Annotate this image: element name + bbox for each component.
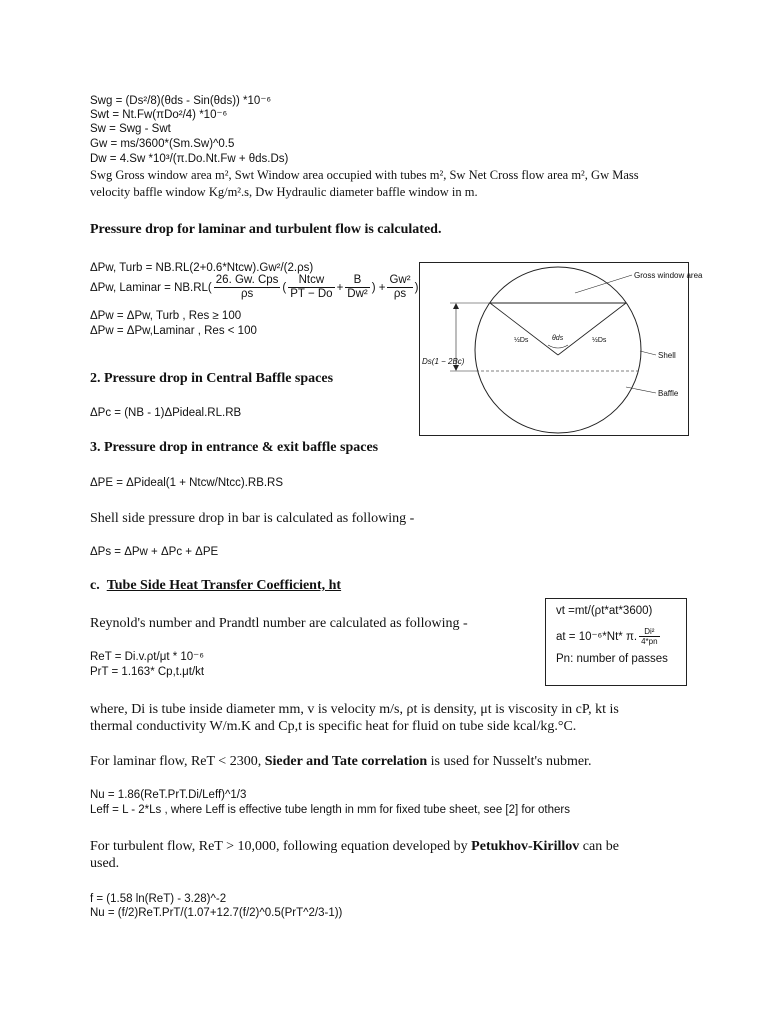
frac-3: [345, 274, 369, 301]
eq-leff: Leff = L - 2*Ls , where Leff is effective tube length in mm for fixed tube sheet, see [2] for others: [90, 804, 570, 816]
frac-4: [387, 274, 412, 301]
eq-swt: Swt = Nt.Fw(πDo²/4) *10⁻⁶: [90, 109, 228, 121]
eq-gw: Gw = ms/3600*(Sm.Sw)^0.5: [90, 138, 235, 150]
frac-4-num: Gw²: [389, 274, 411, 287]
baffle-window-figure: [419, 262, 703, 436]
laminar-text: [90, 753, 591, 770]
eq-dpw-re1: ΔPw = ΔPw, Turb , Res ≥ 100: [90, 310, 242, 322]
label-half-ds-right: ½Ds: [592, 337, 607, 344]
eq-sw: Sw = Swg - Swt: [90, 123, 171, 135]
defs-description-1: Swg Gross window area m², Swt Window area occupied with tubes m², Sw Net Cross flow area m², Gw Mass: [90, 168, 639, 182]
turb-pre: For turbulent flow, ReT > 10,000, following equation developed by: [90, 839, 472, 854]
eq-nu-turbulent: Nu = (f/2)ReT.PrT/(1.07+12.7(f/2)^0.5(PrT^2/3-1)): [90, 907, 343, 919]
box-at: [556, 625, 662, 649]
heading-pressure-drop-flow: Pressure drop for laminar and turbulent flow is calculated.: [90, 222, 442, 237]
heading-tube-side-title: Tube Side Heat Transfer Coefficient, ht: [106, 578, 342, 593]
frac-2-den: PT − Do: [290, 288, 333, 301]
eq-dpe: ΔPE = ΔPideal(1 + Ntcw/Ntcc).RB.RS: [90, 477, 284, 489]
box-pn: Pn: number of passes: [556, 653, 668, 665]
where-line-1: where, Di is tube inside diameter mm, v is velocity m/s, ρt is density, μt is viscosity in cP, kt is: [90, 702, 619, 717]
eq-dpw-turb: ΔPw, Turb = NB.RL(2+0.6*Ntcw).Gw²/(2.ρs): [90, 262, 314, 274]
frac-1: [214, 274, 281, 301]
label-half-ds-left: ½Ds: [514, 337, 529, 344]
box-at-left: at = 10⁻⁶*Nt* π.: [556, 631, 638, 643]
box-at-num: Di²: [639, 627, 659, 637]
box-vt: vt =mt/(ρt*at*3600): [556, 605, 653, 617]
laminar-pre: For laminar flow, ReT < 2300,: [90, 754, 265, 769]
label-gross-window-area: Gross window area: [634, 271, 703, 280]
eq-dpc: ΔPc = (NB - 1)ΔPideal.RL.RB: [90, 407, 242, 419]
laminar-post: is used for Nusselt's nubmer.: [427, 754, 592, 769]
frac-2-num: Ntcw: [288, 274, 334, 288]
eq-f: f = (1.58 ln(ReT) - 3.28)^-2: [90, 893, 227, 905]
frac-3-den: Dw²: [347, 288, 368, 301]
heading-tube-side-prefix: c.: [90, 578, 100, 593]
frac-2: [288, 274, 334, 301]
heading-entrance-exit-baffle: 3. Pressure drop in entrance & exit baffle spaces: [90, 440, 379, 455]
frac-1-den: ρs: [240, 288, 254, 301]
petukhov-kirillov: Petukhov-Kirillov: [471, 839, 580, 854]
reynolds-text: Reynold's number and Prandtl number are calculated as following -: [90, 616, 468, 631]
label-theta-ds: θds: [552, 335, 564, 342]
shell-side-text: Shell side pressure drop in bar is calculated as following -: [90, 511, 415, 526]
eq-ret: ReT = Di.v.ρt/μt * 10⁻⁶: [90, 651, 204, 663]
eq-dpw-laminar-left: ΔPw, Laminar = NB.RL(: [90, 282, 212, 294]
frac-1-num: 26. Gw. Cps: [215, 274, 279, 287]
label-baffle: Baffle: [658, 389, 679, 398]
turbulent-text-2: used.: [90, 856, 120, 871]
box-at-frac: [639, 627, 659, 646]
frac-3-num: B: [345, 274, 369, 288]
label-shell: Shell: [658, 351, 676, 360]
label-ds-bc: Ds(1 − 2Bc): [422, 357, 465, 366]
defs-description-2: velocity baffle window Kg/m².s, Dw Hydraulic diameter baffle window in m.: [90, 185, 478, 199]
sieder-tate: Sieder and Tate correlation: [264, 754, 428, 769]
velocity-box: [545, 598, 687, 686]
eq-swg: Swg = (Ds²/8)(θds - Sin(θds)) *10⁻⁶: [90, 95, 272, 107]
frac-4-den: ρs: [393, 288, 407, 301]
turb-post: can be: [579, 839, 619, 854]
eq-prt: PrT = 1.163* Cp,t.μt/kt: [90, 666, 205, 678]
heading-tube-side: [90, 579, 341, 593]
where-line-2: thermal conductivity W/m.K and Cp,t is specific heat for fluid on tube side kcal/kg.°C.: [90, 719, 577, 734]
eq-dps-total: ΔPs = ΔPw + ΔPc + ΔPE: [90, 546, 219, 558]
eq-dpw-laminar: ΔPw, Laminar = NB.RL( $\frac{\text{26. Gw. Cps}}{\rho s}$ ( $\frac{\text{Ntcw}}{PT - Do}$ + $\frac{B}{\text{Dw²}}$ ) + $\frac{\text{Gw²}}{\rho s}$ ): [90, 274, 419, 301]
baffle-window-diagram: [420, 263, 688, 435]
eq-dw: Dw = 4.Sw *10³/(π.Do.Nt.Fw + θds.Ds): [90, 153, 289, 165]
eq-dpw-re2: ΔPw = ΔPw,Laminar , Res < 100: [90, 325, 257, 337]
box-at-den: 4*pn: [641, 637, 658, 647]
turbulent-text: [90, 838, 619, 855]
heading-central-baffle: 2. Pressure drop in Central Baffle spaces: [90, 371, 334, 386]
eq-nu-laminar: Nu = 1.86(ReT.PrT.Di/Leff)^1/3: [90, 789, 247, 801]
